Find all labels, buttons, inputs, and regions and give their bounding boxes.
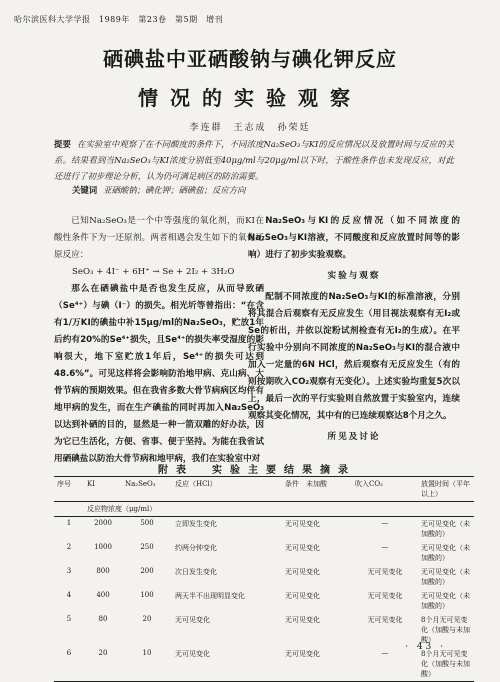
table-cell-ki: 800 <box>96 567 110 575</box>
page-number: · 43 · <box>405 642 446 652</box>
table-cell-no: 6 <box>66 649 72 657</box>
abstract-text: 在实验室中观察了在不同酸度的条件下，不同浓度Na₂SeO₃与KI的反应情况以及放置时间与反应的关系。结果看到当Na₂SeO₃与KI浓度分别低至40μg/ml与20μg/ml以下时，于酸性条件也未发现反应，对此还进行了初步理论分析，认为仍可满足病区的防治需要。 <box>54 139 454 181</box>
table-row <box>54 589 474 613</box>
table-subheader-row <box>54 502 474 517</box>
table-cell-co2: — <box>381 543 389 551</box>
table-row <box>54 517 474 542</box>
table-cell-se: 200 <box>140 567 154 575</box>
table-cell-hcl: 立即发生变化 <box>175 520 217 528</box>
table-body <box>54 517 474 682</box>
table-row <box>54 565 474 589</box>
table-cell-noacid: 无可见变化 <box>285 520 320 528</box>
table-row <box>54 647 474 682</box>
table-cell-time: 无可见变化（未加酸的） <box>421 520 470 538</box>
table-cell-se: 250 <box>140 543 154 551</box>
keywords-label: 关键词 <box>72 185 98 195</box>
table-cell-hcl: 约两分钟变化 <box>175 544 217 552</box>
table-cell-se: 100 <box>140 591 154 599</box>
table-cell-no: 5 <box>66 615 72 623</box>
paragraph: Na₂SeO₃与KI的反应情况（如不同浓度的Na₂SeO₃与KI溶液，不同酸度和反应放置时间等的影响）进行了初步实验观察。 <box>248 216 460 260</box>
table-cell-no: 3 <box>66 567 72 575</box>
keywords <box>72 184 246 196</box>
table-cell-co2: — <box>381 519 389 527</box>
table-cell-noacid: 无可见变化 <box>285 544 320 552</box>
table-cell-no: 2 <box>66 543 72 551</box>
paragraph: 已知Na₂SeO₃是一个中等强度的氧化剂，而KI在酸性条件下为一还原剂。两者相遇会发生如下的氧化还原反应： <box>54 216 264 260</box>
header-co2: 吹入CO₂ <box>355 480 383 488</box>
reaction-equation: SeO₃ + 4I⁻ + 6H⁺ → Se + 2I₂ + 3H₂O <box>72 267 235 277</box>
header-spacer <box>54 502 84 517</box>
title-line-2: 情况的实验观察 <box>138 86 362 110</box>
keywords-text: 亚硒酸钠；碘化钾；硒碘盐；反应方向 <box>103 185 246 195</box>
abstract <box>54 136 454 184</box>
abstract-label: 提要 <box>54 139 71 149</box>
header-no: 序号 <box>57 480 71 488</box>
table-cell-ki: 80 <box>98 615 108 623</box>
table-cell-noacid: 无可见变化 <box>285 592 320 600</box>
table-cell-time: 8个月无可见变化（加酸与未加酸） <box>421 616 470 644</box>
table-cell-co2: 无可见变化 <box>367 592 403 600</box>
table-cell-hcl: 两天半不出现明显变化 <box>175 592 245 600</box>
table-header-row <box>54 477 474 502</box>
table-cell-se: 500 <box>140 519 154 527</box>
table-cell-se: 20 <box>142 615 152 623</box>
table-cell-hcl: 无可见变化 <box>175 616 210 624</box>
table-cell-co2: — <box>381 649 389 657</box>
section-heading: 实验与观察 <box>327 271 381 281</box>
table-cell-no: 4 <box>66 591 72 599</box>
table-cell-no: 1 <box>66 519 72 527</box>
table-cell-hcl: 无可见变化 <box>175 650 210 658</box>
header-spacer <box>172 502 474 517</box>
table-cell-ki: 400 <box>96 591 110 599</box>
journal-header: 哈尔滨医科大学学报 1989年 第23卷 第5期 增刊 <box>14 15 224 24</box>
right-column <box>248 213 460 450</box>
table-cell-time: 无可见变化（未加酸的） <box>421 544 470 562</box>
table-title: 附表 实验主要结果摘录 <box>158 465 356 476</box>
header-time: 放置时间（平年以上） <box>421 480 470 498</box>
table-cell-ki: 20 <box>98 649 108 657</box>
table-cell-se: 10 <box>142 649 152 657</box>
table-cell-noacid: 无可见变化 <box>285 650 320 658</box>
table-cell-ki: 1000 <box>94 543 112 551</box>
title-line-1: 硒碘盐中亚硒酸钠与碘化钾反应 <box>103 47 397 71</box>
table-cell-co2: 无可见变化 <box>367 568 403 576</box>
table-row <box>54 541 474 565</box>
paragraph: 那么在硒碘盐中是否也发生反应，从而导致硒（Se⁴⁺）与碘（I⁻）的损失。相光圻等曾指出：“在含有1/万KI的碘盐中补15μg/ml的Na₂SeO₃，贮放1年后约有20%的Se⁴⁺损失，且Se⁴⁺的损失率受湿度的影响很大，地下室贮放1年后，Se⁴⁺的损失可达到48.6%”。可见这样将会影响防治地甲病、克山病、大骨节病的预期效果。但在我省多数大骨节病病区均伴有地甲病的发生，而在生产碘盐的同时再加入Na₂SeO₃以达到补硒的目的，显然是一种一箭双雕的好办法，因为它已生活化，方便、省事、便于坚持。为能在我省试用硒碘盐以防治大骨节病和地甲病，我们在实验室中对 <box>54 284 264 464</box>
table-cell-co2: 无可见变化 <box>367 616 403 624</box>
left-column <box>54 213 264 468</box>
authors: 李连群 王志成 孙荣廷 <box>189 123 311 133</box>
table-cell-noacid: 无可见变化 <box>285 616 320 624</box>
table-cell-time: 8个月无可见变化（加酸与未加酸） <box>421 650 470 678</box>
table-cell-ki: 2000 <box>94 519 112 527</box>
section-heading: 所见及讨论 <box>327 432 381 442</box>
table-cell-hcl: 次日发生变化 <box>175 568 217 576</box>
header-conc: 反应物浓度（μg/ml） <box>87 505 157 513</box>
header-no-acid: 条件 未加酸 <box>285 480 327 488</box>
paragraph: 配制不同浓度的Na₂SeO₃与KI的标准溶液，分别将其混合后观察有无反应发生（用目视法观察有无I₂或Se的析出，并依以淀粉试剂检查有无I₂的生成）。在平行实验中分别向不同浓度的Na₂SeO₃与KI的混合液中加入一定量的6N HCl，然后观察有无反应发生（有的则按期吹入CO₂观察有无变化）。上述实验均重复5次以上，最后一次的平行实验则自然放置于实验室内，连续观察其变化情况，其中有的已连续观察达8个月之久。 <box>248 292 460 421</box>
table-cell-time: 无可见变化（未加酸的） <box>421 568 470 586</box>
header-na2seo3: Na₂SeO₃ <box>125 480 156 488</box>
table-cell-noacid: 无可见变化 <box>285 568 320 576</box>
header-ki: KI <box>87 480 95 488</box>
header-hcl: 反应（HCl） <box>175 480 217 488</box>
table-cell-time: 无可见变化（未加酸的） <box>421 592 470 610</box>
